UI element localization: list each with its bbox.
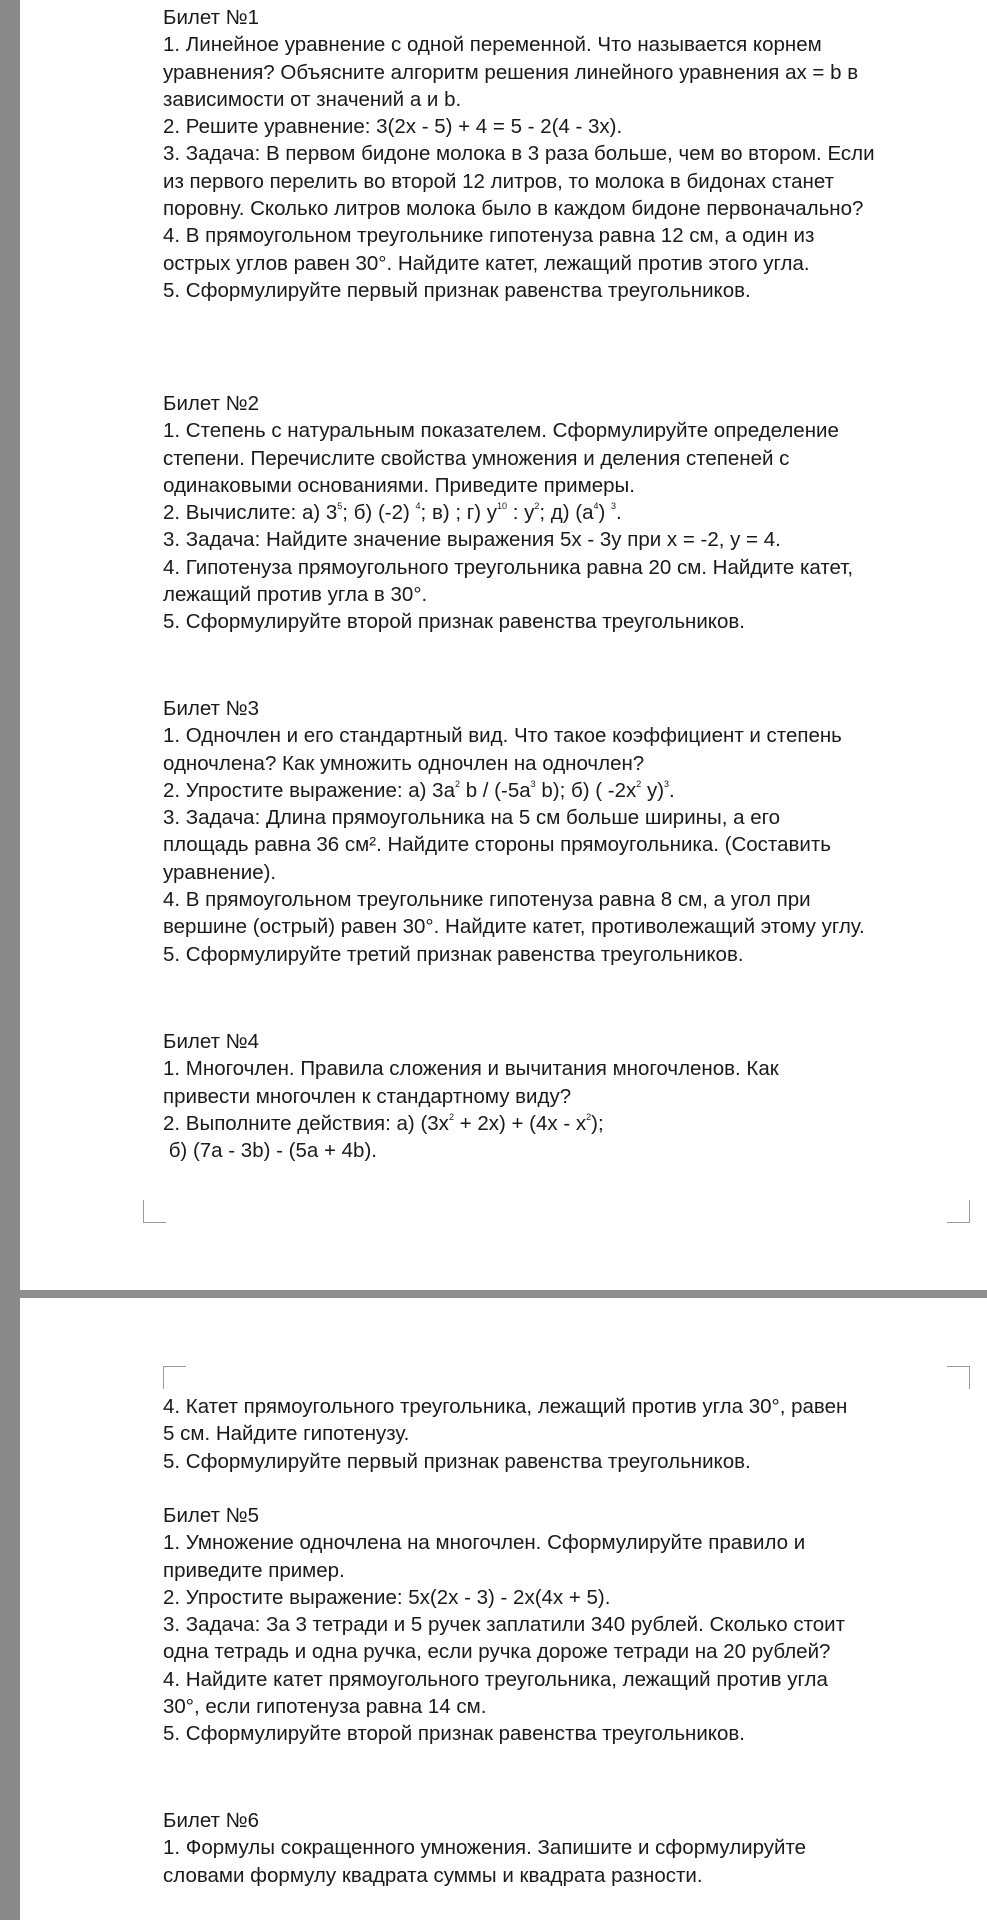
text-run: b); б) ( -2x [535, 778, 637, 802]
text-line: б) (7a - 3b) - (5a + 4b). [163, 1139, 377, 1163]
page-corner-mark [947, 1200, 970, 1223]
text-run: 2. Выполните действия: а) (3x [163, 1111, 449, 1135]
text-line: 1. Линейное уравнение с одной переменной. Что называется корнем [163, 33, 822, 57]
text-run: + 2x) + (4x - x [453, 1111, 587, 1135]
ticket-5 [163, 1502, 963, 1748]
text-line: площадь равна 36 см². Найдите стороны прямоугольника. (Составить [163, 833, 831, 857]
text-line: 3. Задача: За 3 тетради и 5 ручек заплатили 340 рублей. Сколько стоит [163, 1613, 846, 1637]
text-run: y) [641, 778, 665, 802]
text-line: 1. Формулы сокращенного умножения. Запишите и сформулируйте [163, 1836, 807, 1860]
ticket-title: Билет №4 [163, 1030, 260, 1053]
page-corner-mark [163, 1366, 186, 1389]
ticket-2 [163, 390, 963, 636]
text-line: 3. Задача: В первом бидоне молока в 3 раза больше, чем во втором. Если [163, 142, 875, 166]
text-line: одинаковыми основаниями. Приведите примеры. [163, 473, 635, 497]
exponent: 2 [636, 778, 642, 789]
exponent: 2 [448, 1111, 454, 1122]
text-run: 2. Упростите выражение: а) 3a [163, 778, 455, 802]
ticket-title: Билет №3 [163, 697, 260, 720]
page-separator [20, 1290, 987, 1298]
text-run: : y [507, 501, 535, 525]
ticket-title: Билет №1 [163, 6, 260, 29]
text-run: . [616, 501, 622, 525]
calc-line [163, 499, 963, 526]
text-run: ; б) (-2) [342, 501, 416, 525]
text-line: из первого перелить во второй 12 литров, то молока в бидонах станет [163, 169, 834, 193]
text-line: 3. Задача: Длина прямоугольника на 5 см больше ширины, а его [163, 806, 781, 830]
exponent: 10 [497, 501, 508, 512]
exponent: 2 [454, 778, 460, 789]
text-line: словами формулу квадрата суммы и квадрата разности. [163, 1863, 703, 1887]
text-line: острых углов равен 30°. Найдите катет, лежащий против этого угла. [163, 251, 810, 275]
ticket-title: Билет №2 [163, 392, 260, 415]
page-corner-mark [947, 1366, 970, 1389]
ticket-3 [163, 695, 963, 968]
ticket-6 [163, 1807, 963, 1889]
text-line: приведите пример. [163, 1558, 345, 1582]
text-line: 5. Сформулируйте второй признак равенства треугольников. [163, 610, 745, 634]
exponent: 3 [664, 778, 670, 789]
text-line: уравнения? Объясните алгоритм решения линейного уравнения ax = b в [163, 60, 859, 84]
text-line: одночлена? Как умножить одночлен на одночлен? [163, 751, 645, 775]
text-run: . [669, 778, 675, 802]
ticket-title: Билет №5 [163, 1504, 260, 1527]
text-line: 2. Решите уравнение: 3(2x - 5) + 4 = 5 - 2(4 - 3x). [163, 115, 623, 139]
text-line: привести многочлен к стандартному виду? [163, 1084, 572, 1108]
actions-line [163, 1110, 963, 1137]
text-line: 2. Упростите выражение: 5x(2x - 3) - 2x(4x + 5). [163, 1585, 611, 1609]
text-line: 1. Многочлен. Правила сложения и вычитания многочленов. Как [163, 1057, 779, 1081]
simplify-line [163, 777, 963, 804]
text-line: 5. Сформулируйте второй признак равенства треугольников. [163, 1722, 745, 1746]
page-corner-mark [143, 1200, 166, 1223]
exponent: 4 [593, 501, 599, 512]
ticket-title: Билет №6 [163, 1809, 260, 1832]
exponent: 5 [337, 501, 343, 512]
text-line: поровну. Сколько литров молока было в каждом бидоне первоначально? [163, 197, 864, 221]
left-scroll-margin [0, 0, 20, 1920]
text-line: 3. Задача: Найдите значение выражения 5x - 3y при x = -2, y = 4. [163, 528, 781, 552]
text-line: 4. Гипотенуза прямоугольного треугольника равна 20 см. Найдите катет, [163, 555, 854, 579]
text-line: 4. Найдите катет прямоугольного треугольника, лежащий против угла [163, 1667, 828, 1691]
text-run: ; д) (a [539, 501, 594, 525]
text-line: одна тетрадь и одна ручка, если ручка дороже тетради на 20 рублей? [163, 1640, 831, 1664]
text-run: ; в) ; г) y [420, 501, 497, 525]
ticket-1 [163, 4, 963, 304]
text-line: 30°, если гипотенуза равна 14 см. [163, 1695, 487, 1719]
exponent: 3 [530, 778, 536, 789]
exponent: 4 [415, 501, 421, 512]
text-line: 5. Сформулируйте первый признак равенства треугольников. [163, 278, 751, 302]
exponent: 2 [586, 1111, 592, 1122]
ticket-4 [163, 1028, 963, 1164]
text-line: 4. В прямоугольном треугольнике гипотенуза равна 8 см, а угол при [163, 888, 811, 912]
text-line: 1. Одночлен и его стандартный вид. Что такое коэффициент и степень [163, 724, 842, 748]
text-run: b / (-5a [460, 778, 531, 802]
text-line: 1. Умножение одночлена на многочлен. Сформулируйте правило и [163, 1531, 806, 1555]
text-run: ); [591, 1111, 604, 1135]
text-run: 2. Вычислите: а) 3 [163, 501, 338, 525]
exponent: 2 [534, 501, 540, 512]
text-line: 5. Сформулируйте третий признак равенства треугольников. [163, 942, 744, 966]
text-line: 4. В прямоугольном треугольнике гипотенуза равна 12 см, а один из [163, 224, 815, 248]
text-line: 5 см. Найдите гипотенузу. [163, 1422, 410, 1446]
text-line: степени. Перечислите свойства умножения и деления степеней с [163, 446, 790, 470]
exponent: 3 [611, 501, 617, 512]
text-line: лежащий против угла в 30°. [163, 583, 428, 607]
text-line: 1. Степень с натуральным показателем. Сформулируйте определение [163, 419, 839, 443]
text-run: ) [598, 501, 612, 525]
text-line: вершине (острый) равен 30°. Найдите катет, противолежащий этому углу. [163, 915, 865, 939]
text-line: 4. Катет прямоугольного треугольника, лежащий против угла 30°, равен [163, 1395, 848, 1418]
ticket-4-continuation [163, 1393, 963, 1475]
text-line: 5. Сформулируйте первый признак равенства треугольников. [163, 1449, 751, 1473]
text-line: зависимости от значений a и b. [163, 87, 462, 111]
text-line: уравнение). [163, 860, 277, 884]
